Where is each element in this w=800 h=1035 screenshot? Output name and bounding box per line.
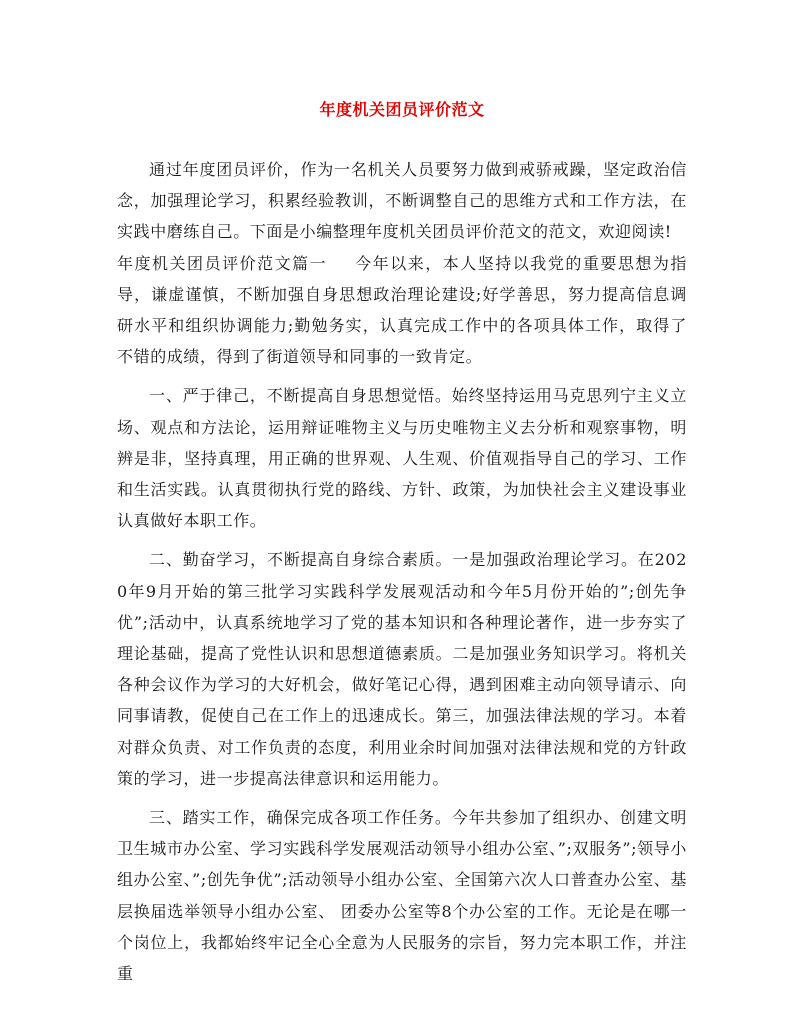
section-lead-text: 今年以来，本人坚持以我党的重要思想为指导，谦虚谨慎，不断加强自身思想政治理论建设;好学善思，努力提高信息调研水平和组织协调能力;勤勉务实，认真完成工作中的各项具体工作，取得了不错的成绩，得到了街道领导和同事的一致肯定。 — [117, 253, 688, 367]
section-heading: 年度机关团员评价范文篇一 — [117, 253, 328, 273]
document-title: 年度机关团员评价范文 — [319, 100, 485, 119]
section-paragraph — [117, 248, 687, 373]
document-page — [117, 98, 687, 989]
intro-paragraph: 通过年度团员评价，作为一名机关人员要努力做到戒骄戒躁，坚定政治信念，加强理论学习，积累经验教训，不断调整自己的思维方式和工作方法，在实践中磨练自己。下面是小编整理年度机关团员评价范文的范文，欢迎阅读! — [117, 160, 687, 242]
body-paragraph-3: 三、踏实工作，确保完成各项工作任务。今年共参加了组织办、创建文明卫生城市办公室、学习实践科学发展观活动领导小组办公室、”;双服务”;领导小组办公室、”;创先争优”;活动领导小组办公室、全国第六次人口普查办公室、基层换届选举领导小组办公室、 团委办公室等8个办公室的工作。无论是在哪一个岗位上，我都始终牢记全心全意为人民服务的宗旨，努力完本职工作，并注重 — [117, 808, 687, 984]
body-paragraph-1: 一、严于律己，不断提高自身思想觉悟。始终坚持运用马克思列宁主义立场、观点和方法论，运用辩证唯物主义与历史唯物主义去分析和观察事物，明辨是非，坚持真理，用正确的世界观、人生观、价值观指导自己的学习、工作和生活实践。认真贯彻执行党的路线、方针、政策，为加快社会主义建设事业认真做好本职工作。 — [117, 386, 687, 531]
body-paragraph-2: 二、勤奋学习，不断提高自身综合素质。一是加强政治理论学习。在2020年9月开始的第三批学习实践科学发展观活动和今年5月份开始的”;创先争优”;活动中，认真系统地学习了党的基本知识和各种理论著作，进一步夯实了理论基础，提高了党性认识和思想道德素质。二是加强业务知识学习。将机关各种会议作为学习的大好机会，做好笔记心得，遇到困难主动向领导请示、向同事请教，促使自己在工作上的迅速成长。第三，加强法律法规的学习。本着对群众负责、对工作负责的态度，利用业余时间加强对法律法规和党的方针政策的学习，进一步提高法律意识和运用能力。 — [117, 550, 687, 788]
